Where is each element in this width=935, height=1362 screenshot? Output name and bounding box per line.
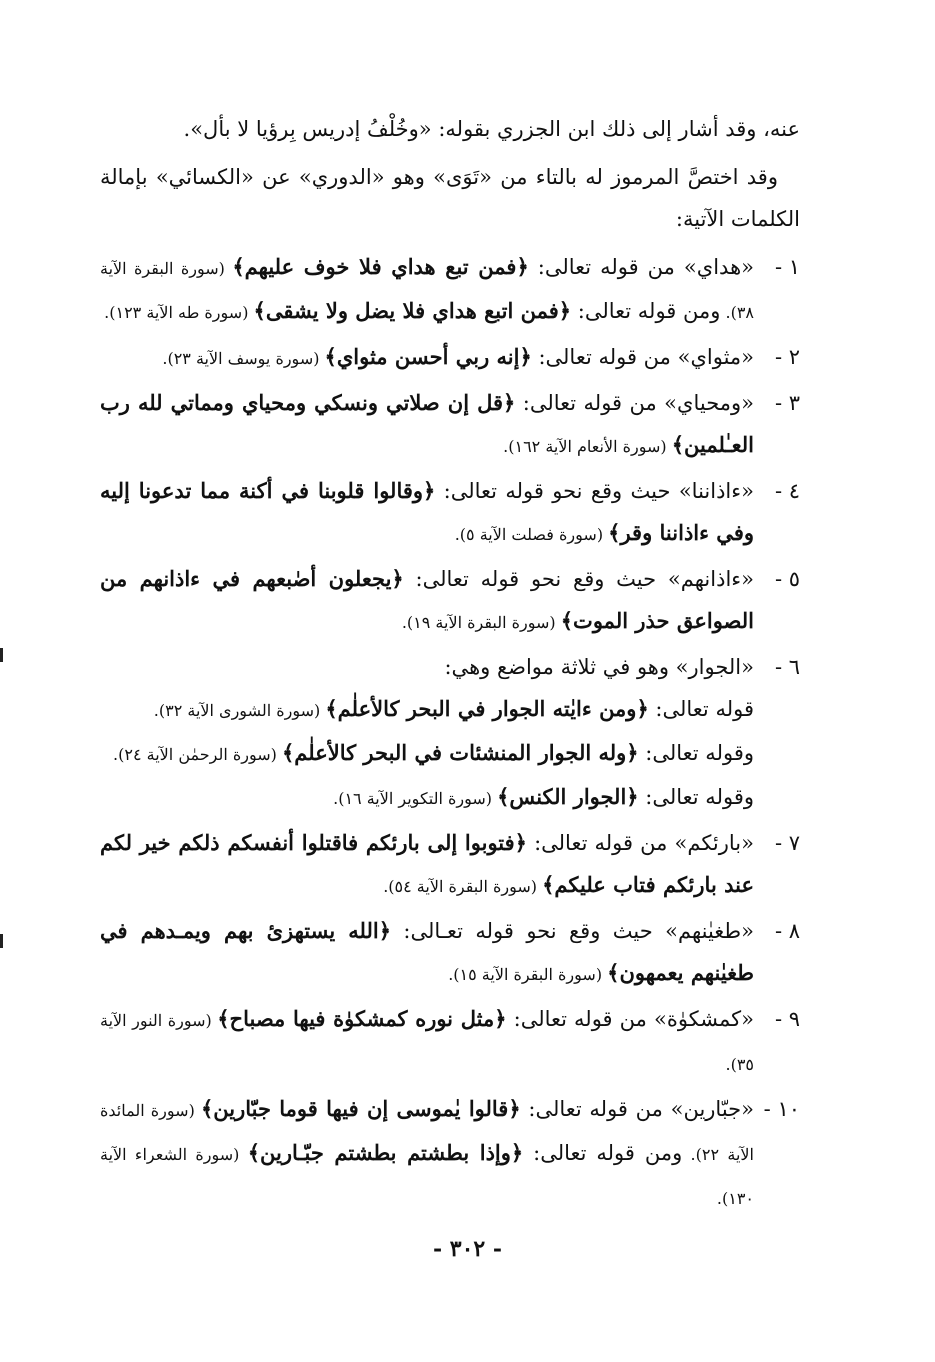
list-item <box>100 1088 800 1220</box>
list-item <box>100 558 800 644</box>
verse-text: ﴿فتوبوا إلى بارئكم فاقتلوا أنفسكم ذلكم خير لكم عند بارئكم فتاب عليكم﴾ <box>100 830 754 897</box>
surah-reference: (سورة البقرة الآية ٣٨). <box>100 259 754 322</box>
item-text: «جبّارين» من قوله تعالى: <box>520 1097 754 1121</box>
list-item <box>100 998 800 1086</box>
item-number: ٨ - <box>774 919 800 943</box>
item-body <box>100 246 754 334</box>
item-body <box>100 822 754 908</box>
verse-text: ﴿قل إن صلاتي ونسكي ومحياي ومماتي لله رب العـٰلمين﴾ <box>100 390 754 457</box>
verse-text: ﴿وله الجوار المنشئات في البحر كالأعلٰم﴾ <box>281 740 639 765</box>
list-item <box>100 382 800 468</box>
item-body <box>100 336 754 380</box>
item-body <box>100 382 754 468</box>
surah-reference: (سورة البقرة الآية ١٥). <box>448 965 608 984</box>
surah-reference: (سورة الشورى الآية ٣٢). <box>153 701 326 720</box>
item-line <box>100 822 754 908</box>
item-text: وقوله تعالى: <box>638 785 754 809</box>
item-line <box>100 910 754 996</box>
sub-line <box>100 776 754 820</box>
surah-reference: (سورة طه الآية ١٢٣). <box>104 303 254 322</box>
margin-mark <box>0 648 3 662</box>
surah-reference: (سورة المائدة الآية ٢٢). <box>100 1101 755 1164</box>
list-item <box>100 246 800 334</box>
item-line <box>100 470 754 556</box>
item-body <box>100 470 754 556</box>
verse-text: ﴿فمن تبع هداي فلا خوف عليهم﴾ <box>232 254 529 279</box>
item-text: «كمشكوٰة» من قوله تعالى: <box>506 1007 754 1031</box>
surah-reference: (سورة الشعراء الآية ١٣٠). <box>100 1145 754 1208</box>
surah-reference: (سورة الرحمٰن الآية ٢٤). <box>113 745 282 764</box>
item-text: «ومحياي» من قوله تعالى: <box>515 391 754 415</box>
list-item <box>100 646 800 820</box>
item-number: ٩ - <box>774 1007 800 1031</box>
item-text: ومن قوله تعالى: <box>523 1141 683 1165</box>
verse-text: ﴿يجعلون أصٰبعهم في ءاذانهم من الصواعق حذر الموت﴾ <box>100 566 754 633</box>
intro-paragraph-1: عنه، وقد أشار إلى ذلك ابن الجزري بقوله: «وخُلْفُ إدريس بِرؤيا لا بأل». <box>183 117 800 141</box>
item-line <box>100 646 754 688</box>
list-item <box>100 910 800 996</box>
verse-text: ﴿إنه ربي أحسن مثواي﴾ <box>324 344 532 369</box>
item-line <box>100 998 754 1086</box>
item-body <box>100 998 754 1086</box>
item-body <box>100 558 754 644</box>
item-line <box>100 246 754 334</box>
item-number: ١٠ - <box>763 1097 800 1121</box>
item-text: «طغيٰنهم» حيث وقع نحو قوله تعـالى: <box>391 919 754 943</box>
item-list <box>100 246 800 1220</box>
item-text: «بارئكم» من قوله تعالى: <box>526 831 754 855</box>
item-body <box>100 646 754 820</box>
item-text: «هداي» من قوله تعالى: <box>528 255 754 279</box>
item-text: «مثواي» من قوله تعالى: <box>531 345 754 369</box>
item-body <box>100 910 754 996</box>
list-item <box>100 336 800 380</box>
item-line <box>100 382 754 468</box>
item-text: قوله تعالى: <box>648 697 754 721</box>
item-number: ٢ - <box>774 345 800 369</box>
item-text: «ءاذانهم» حيث وقع نحو قوله تعالى: <box>403 567 755 591</box>
item-text: «ءاذاننا» حيث وقع نحو قوله تعالى: <box>435 479 754 503</box>
verse-text: ﴿وقالوا قلوبنا في أكنة مما تدعونا إليه وفي ءاذاننا وقر﴾ <box>100 478 754 545</box>
list-item <box>100 470 800 556</box>
sub-line <box>100 688 754 732</box>
item-number: ٣ - <box>774 391 800 415</box>
sub-line <box>100 732 754 776</box>
verse-text: ﴿مثل نوره كمشكوٰة فيها مصباح﴾ <box>217 1006 507 1031</box>
verse-text: ﴿فمن اتبع هداي فلا يضل ولا يشقى﴾ <box>253 298 572 323</box>
verse-text: ﴿الجوار الكنس﴾ <box>497 784 639 809</box>
item-text: وقوله تعالى: <box>638 741 754 765</box>
item-number: ٥ - <box>774 567 800 591</box>
item-line <box>100 1088 754 1220</box>
list-item <box>100 822 800 908</box>
surah-reference: (سورة يوسف الآية ٢٣). <box>162 349 325 368</box>
page-number: - ٣٠٢ - <box>432 1236 503 1262</box>
item-number: ١ - <box>774 255 800 279</box>
surah-reference: (سورة التكوير الآية ١٦). <box>333 789 498 808</box>
verse-text: ﴿وإذا بطشتم بطشتم جبّـارين﴾ <box>247 1140 524 1165</box>
margin-mark <box>0 934 3 948</box>
item-body <box>100 1088 754 1220</box>
page-body <box>100 108 800 1222</box>
surah-reference: (سورة فصلت الآية ٥). <box>454 525 609 544</box>
surah-reference: (سورة الأنعام الآية ١٦٢). <box>503 437 672 456</box>
item-text: ومن قوله تعالى: <box>571 299 721 323</box>
item-line <box>100 336 754 380</box>
verse-text: ﴿الله يستهزئ بهم ويمـدهم في طغيٰنهم يعمهون﴾ <box>100 918 754 985</box>
item-number: ٤ - <box>774 479 800 503</box>
verse-text: ﴿قالوا يٰموسى إن فيها قوما جبّارين﴾ <box>200 1096 521 1121</box>
item-text: «الجوار» وهو في ثلاثة مواضع وهي: <box>444 655 754 679</box>
item-number: ٧ - <box>774 831 800 855</box>
item-number: ٦ - <box>774 655 800 679</box>
verse-text: ﴿ومن ءايٰته الجوار في البحر كالأعلٰم﴾ <box>325 696 649 721</box>
surah-reference: (سورة البقرة الآية ١٩). <box>401 613 561 632</box>
intro-paragraph-2: وقد اختصَّ المرموز له بالتاء من «تَوَى» وهو «الدوري» عن «الكسائي» بإمالة الكلمات الآتية: <box>100 165 800 231</box>
surah-reference: (سورة البقرة الآية ٥٤). <box>383 877 543 896</box>
surah-reference: (سورة النور الآية ٣٥). <box>100 1011 754 1074</box>
item-line <box>100 558 754 644</box>
